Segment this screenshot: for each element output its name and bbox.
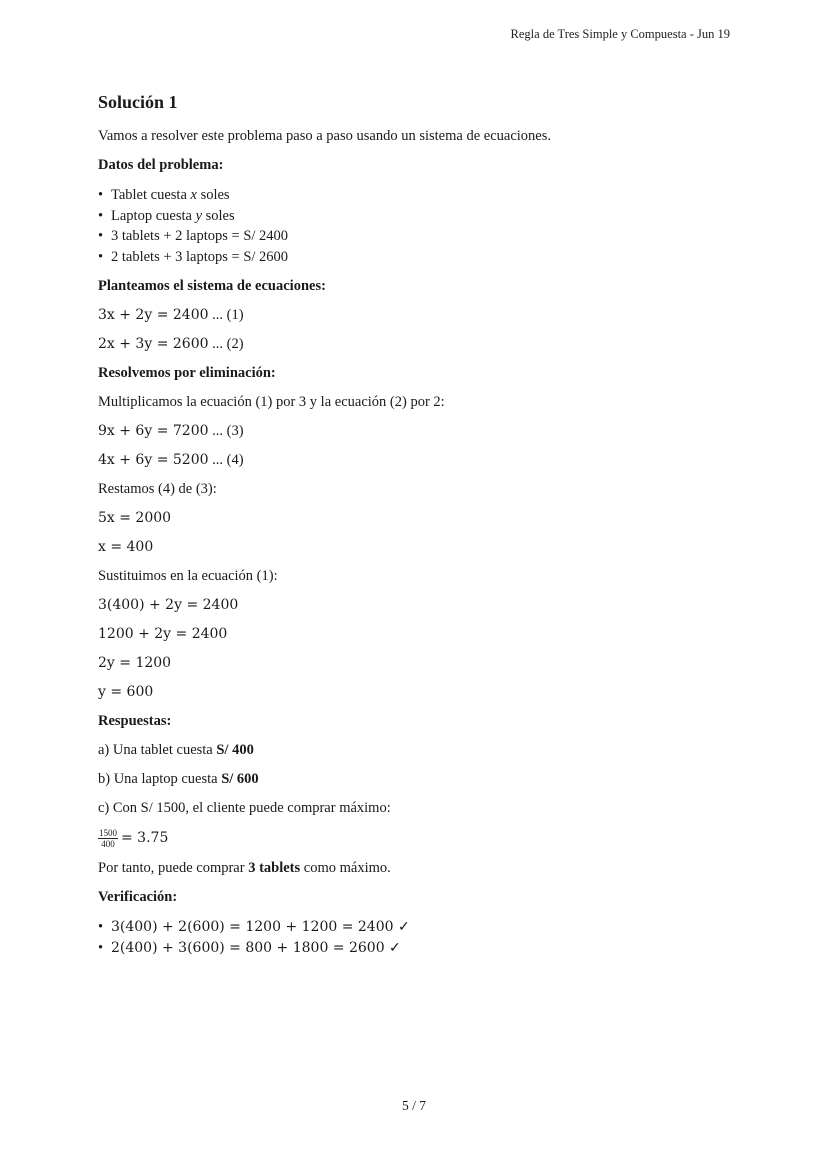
page-header: Regla de Tres Simple y Compuesta - Jun 19	[510, 27, 730, 41]
equation-1: 3x + 2y = 2400 ... (1)	[98, 307, 244, 323]
list-item: • Tablet cuesta x soles	[111, 185, 738, 206]
equation-6: x = 400	[98, 539, 154, 555]
solution-title: Solución 1	[98, 92, 178, 112]
verificacion-list	[98, 917, 738, 958]
list-item: • 3(400) + 2(600) = 1200 + 1200 = 2400 ✓	[111, 917, 738, 938]
equation-7: 3(400) + 2y = 2400	[98, 597, 239, 613]
step-2-text: Restamos (4) de (3):	[98, 481, 217, 497]
respuestas-heading: Respuestas:	[98, 713, 172, 729]
step-3-text: Sustituimos en la ecuación (1):	[98, 568, 278, 584]
equation-10: y = 600	[98, 684, 154, 700]
verificacion-heading: Verificación:	[98, 889, 178, 905]
equation-8: 1200 + 2y = 2400	[98, 626, 228, 642]
fraction: $\frac{1500}{400}$	[99, 828, 117, 849]
list-item: • 2(400) + 3(600) = 800 + 1800 = 2600 ✓	[111, 938, 738, 959]
intro-paragraph: Vamos a resolver este problema paso a paso usando un sistema de ecuaciones.	[98, 128, 551, 144]
answer-b: b) Una laptop cuesta S/ 600	[98, 771, 259, 787]
equation-2: 2x + 3y = 2600 ... (2)	[98, 336, 244, 352]
list-item: • 3 tablets + 2 laptops = S/ 2400	[111, 226, 738, 247]
resolvemos-heading: Resolvemos por eliminación:	[98, 365, 276, 381]
conclusion: Por tanto, puede comprar 3 tablets como máximo.	[98, 860, 391, 876]
list-item: • Laptop cuesta y soles	[111, 206, 738, 227]
datos-heading: Datos del problema:	[98, 157, 224, 173]
solution-content	[98, 92, 738, 968]
equation-3: 9x + 6y = 7200 ... (3)	[98, 423, 244, 439]
answer-a: a) Una tablet cuesta S/ 400	[98, 742, 254, 758]
equation-5: 5x = 2000	[98, 510, 172, 526]
fraction-equation: $\frac{1500}{400}$ = 3.75	[99, 828, 169, 849]
datos-list	[98, 185, 738, 267]
page-number: 5 / 7	[401, 1098, 426, 1113]
answer-c: c) Con S/ 1500, el cliente puede comprar máximo:	[98, 800, 391, 816]
list-item: • 2 tablets + 3 laptops = S/ 2600	[111, 247, 738, 268]
planteamos-heading: Planteamos el sistema de ecuaciones:	[98, 278, 326, 294]
step-1-text: Multiplicamos la ecuación (1) por 3 y la ecuación (2) por 2:	[98, 394, 445, 410]
equation-9: 2y = 1200	[98, 655, 172, 671]
equation-4: 4x + 6y = 5200 ... (4)	[98, 452, 244, 468]
